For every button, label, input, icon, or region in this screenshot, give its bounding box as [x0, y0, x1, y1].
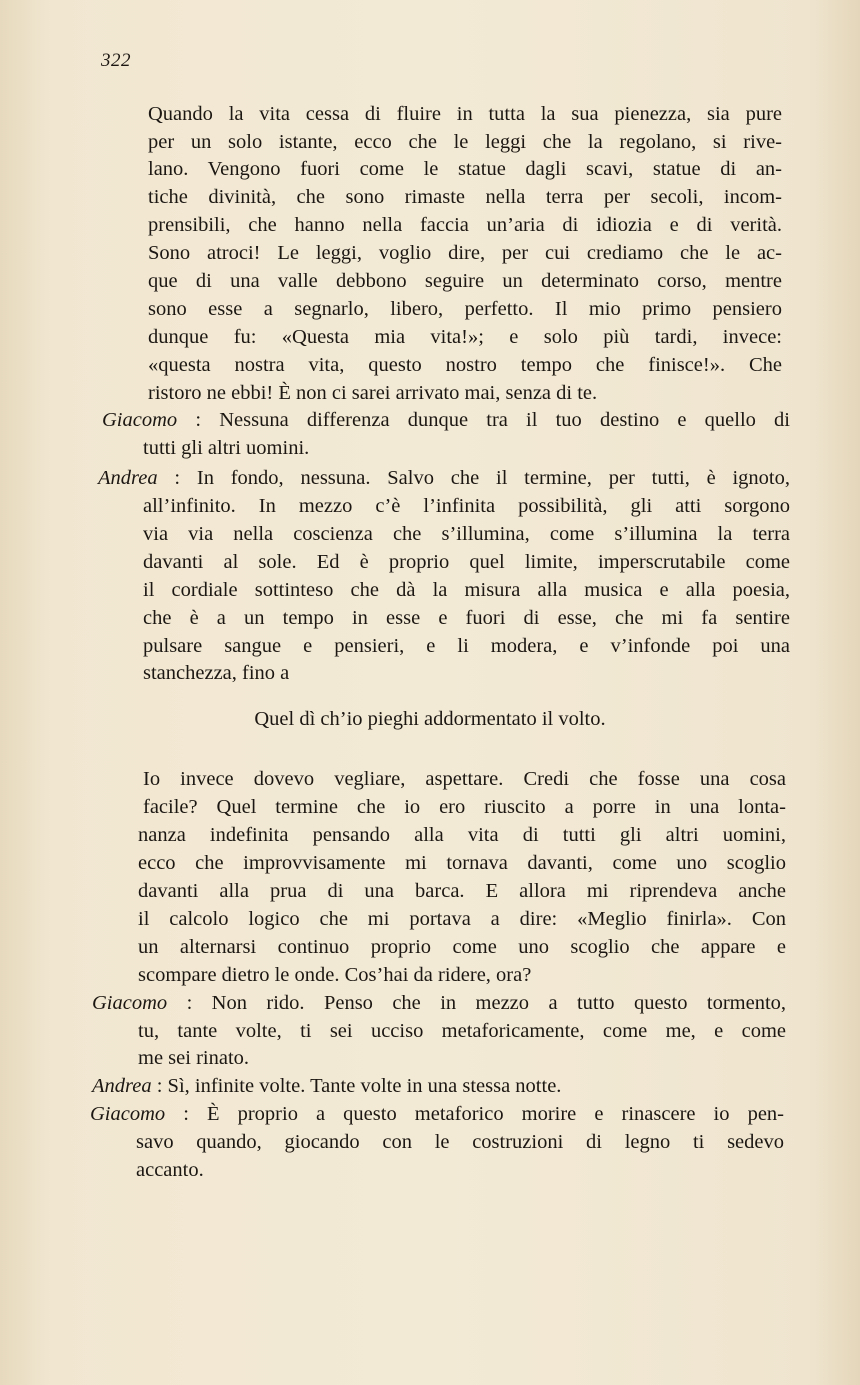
- page-number: 322: [101, 50, 131, 71]
- text-line: lano. Vengono fuori come le statue dagli scavi, statue di an-: [148, 158, 782, 180]
- text-line: Io invece dovevo vegliare, aspettare. Credi che fosse una cosa: [143, 768, 786, 790]
- text-line: scompare dietro le onde. Cos’hai da ridere, ora?: [138, 964, 532, 986]
- text-line: tutti gli altri uomini.: [143, 437, 310, 459]
- text-line: che è a un tempo in esse e fuori di esse, che mi fa sentire: [143, 607, 790, 629]
- text-line: dunque fu: «Questa mia vita!»; e solo più tardi, invece:: [148, 326, 782, 348]
- text-line: facile? Quel termine che io ero riuscito a porre in una lonta-: [143, 796, 786, 818]
- text-line: stanchezza, fino a: [143, 662, 290, 684]
- text-line: Sono atroci! Le leggi, voglio dire, per cui crediamo che le ac-: [148, 242, 782, 264]
- speaker-name: Andrea: [92, 1075, 152, 1097]
- text-line: savo quando, giocando con le costruzioni di legno ti sedevo: [136, 1131, 784, 1153]
- speaker-name: Giacomo: [102, 409, 178, 431]
- verse-quote: Quel dì ch’io pieghi addormentato il volto.: [254, 708, 606, 730]
- text-line: me sei rinato.: [138, 1047, 250, 1069]
- text-line: un alternarsi continuo proprio come uno scoglio che appare e: [138, 936, 786, 958]
- text-line: via via nella coscienza che s’illumina, come s’illumina la terra: [143, 523, 790, 545]
- text-line: il cordiale sottinteso che dà la misura alla musica e alla poesia,: [143, 579, 790, 601]
- dialogue-line: Giacomo : È proprio a questo metaforico morire e rinascere io pen-: [90, 1103, 785, 1125]
- text-line: pulsare sangue e pensieri, e li modera, e v’infonde poi una: [143, 635, 790, 657]
- text-line: sono esse a segnarlo, libero, perfetto. Il mio primo pensiero: [148, 298, 782, 320]
- text-line: prensibili, che hanno nella faccia un’aria di idiozia e di verità.: [148, 214, 782, 236]
- speaker-name: Giacomo: [92, 992, 168, 1014]
- text-line: il calcolo logico che mi portava a dire: «Meglio finirla». Con: [138, 908, 786, 930]
- dialogue-line: Andrea : In fondo, nessuna. Salvo che il termine, per tutti, è ignoto,: [98, 467, 790, 489]
- text-line: nanza indefinita pensando alla vita di tutti gli altri uomini,: [138, 824, 786, 846]
- text-line: Quando la vita cessa di fluire in tutta la sua pienezza, sia pure: [148, 103, 782, 125]
- dialogue-line: Giacomo : Nessuna differenza dunque tra il tuo destino e quello di: [102, 409, 791, 431]
- dialogue-line: Giacomo : Non rido. Penso che in mezzo a tutto questo tormento,: [92, 992, 787, 1014]
- speaker-name: Giacomo: [90, 1103, 166, 1125]
- text-line: «questa nostra vita, questo nostro tempo che finisce!». Che: [148, 354, 782, 376]
- speaker-name: Andrea: [98, 467, 158, 489]
- text-line: tu, tante volte, ti sei ucciso metaforicamente, come me, e come: [138, 1020, 786, 1042]
- text-line: per un solo istante, ecco che le leggi che la regolano, si rive-: [148, 131, 782, 153]
- dialogue-line: Andrea : Sì, infinite volte. Tante volte in una stessa notte.: [92, 1075, 562, 1097]
- text-line: que di una valle debbono seguire un determinato corso, mentre: [148, 270, 782, 292]
- text-line: all’infinito. In mezzo c’è l’infinita possibilità, gli atti sorgono: [143, 495, 790, 517]
- text-line: davanti alla prua di una barca. E allora mi riprendeva anche: [138, 880, 786, 902]
- text-line: tiche divinità, che sono rimaste nella terra per secoli, incom-: [148, 186, 782, 208]
- text-line: ecco che improvvisamente mi tornava davanti, come uno scoglio: [138, 852, 786, 874]
- text-line: accanto.: [136, 1159, 204, 1181]
- text-line: davanti al sole. Ed è proprio quel limite, imperscrutabile come: [143, 551, 790, 573]
- text-line: ristoro ne ebbi! È non ci sarei arrivato mai, senza di te.: [148, 382, 598, 404]
